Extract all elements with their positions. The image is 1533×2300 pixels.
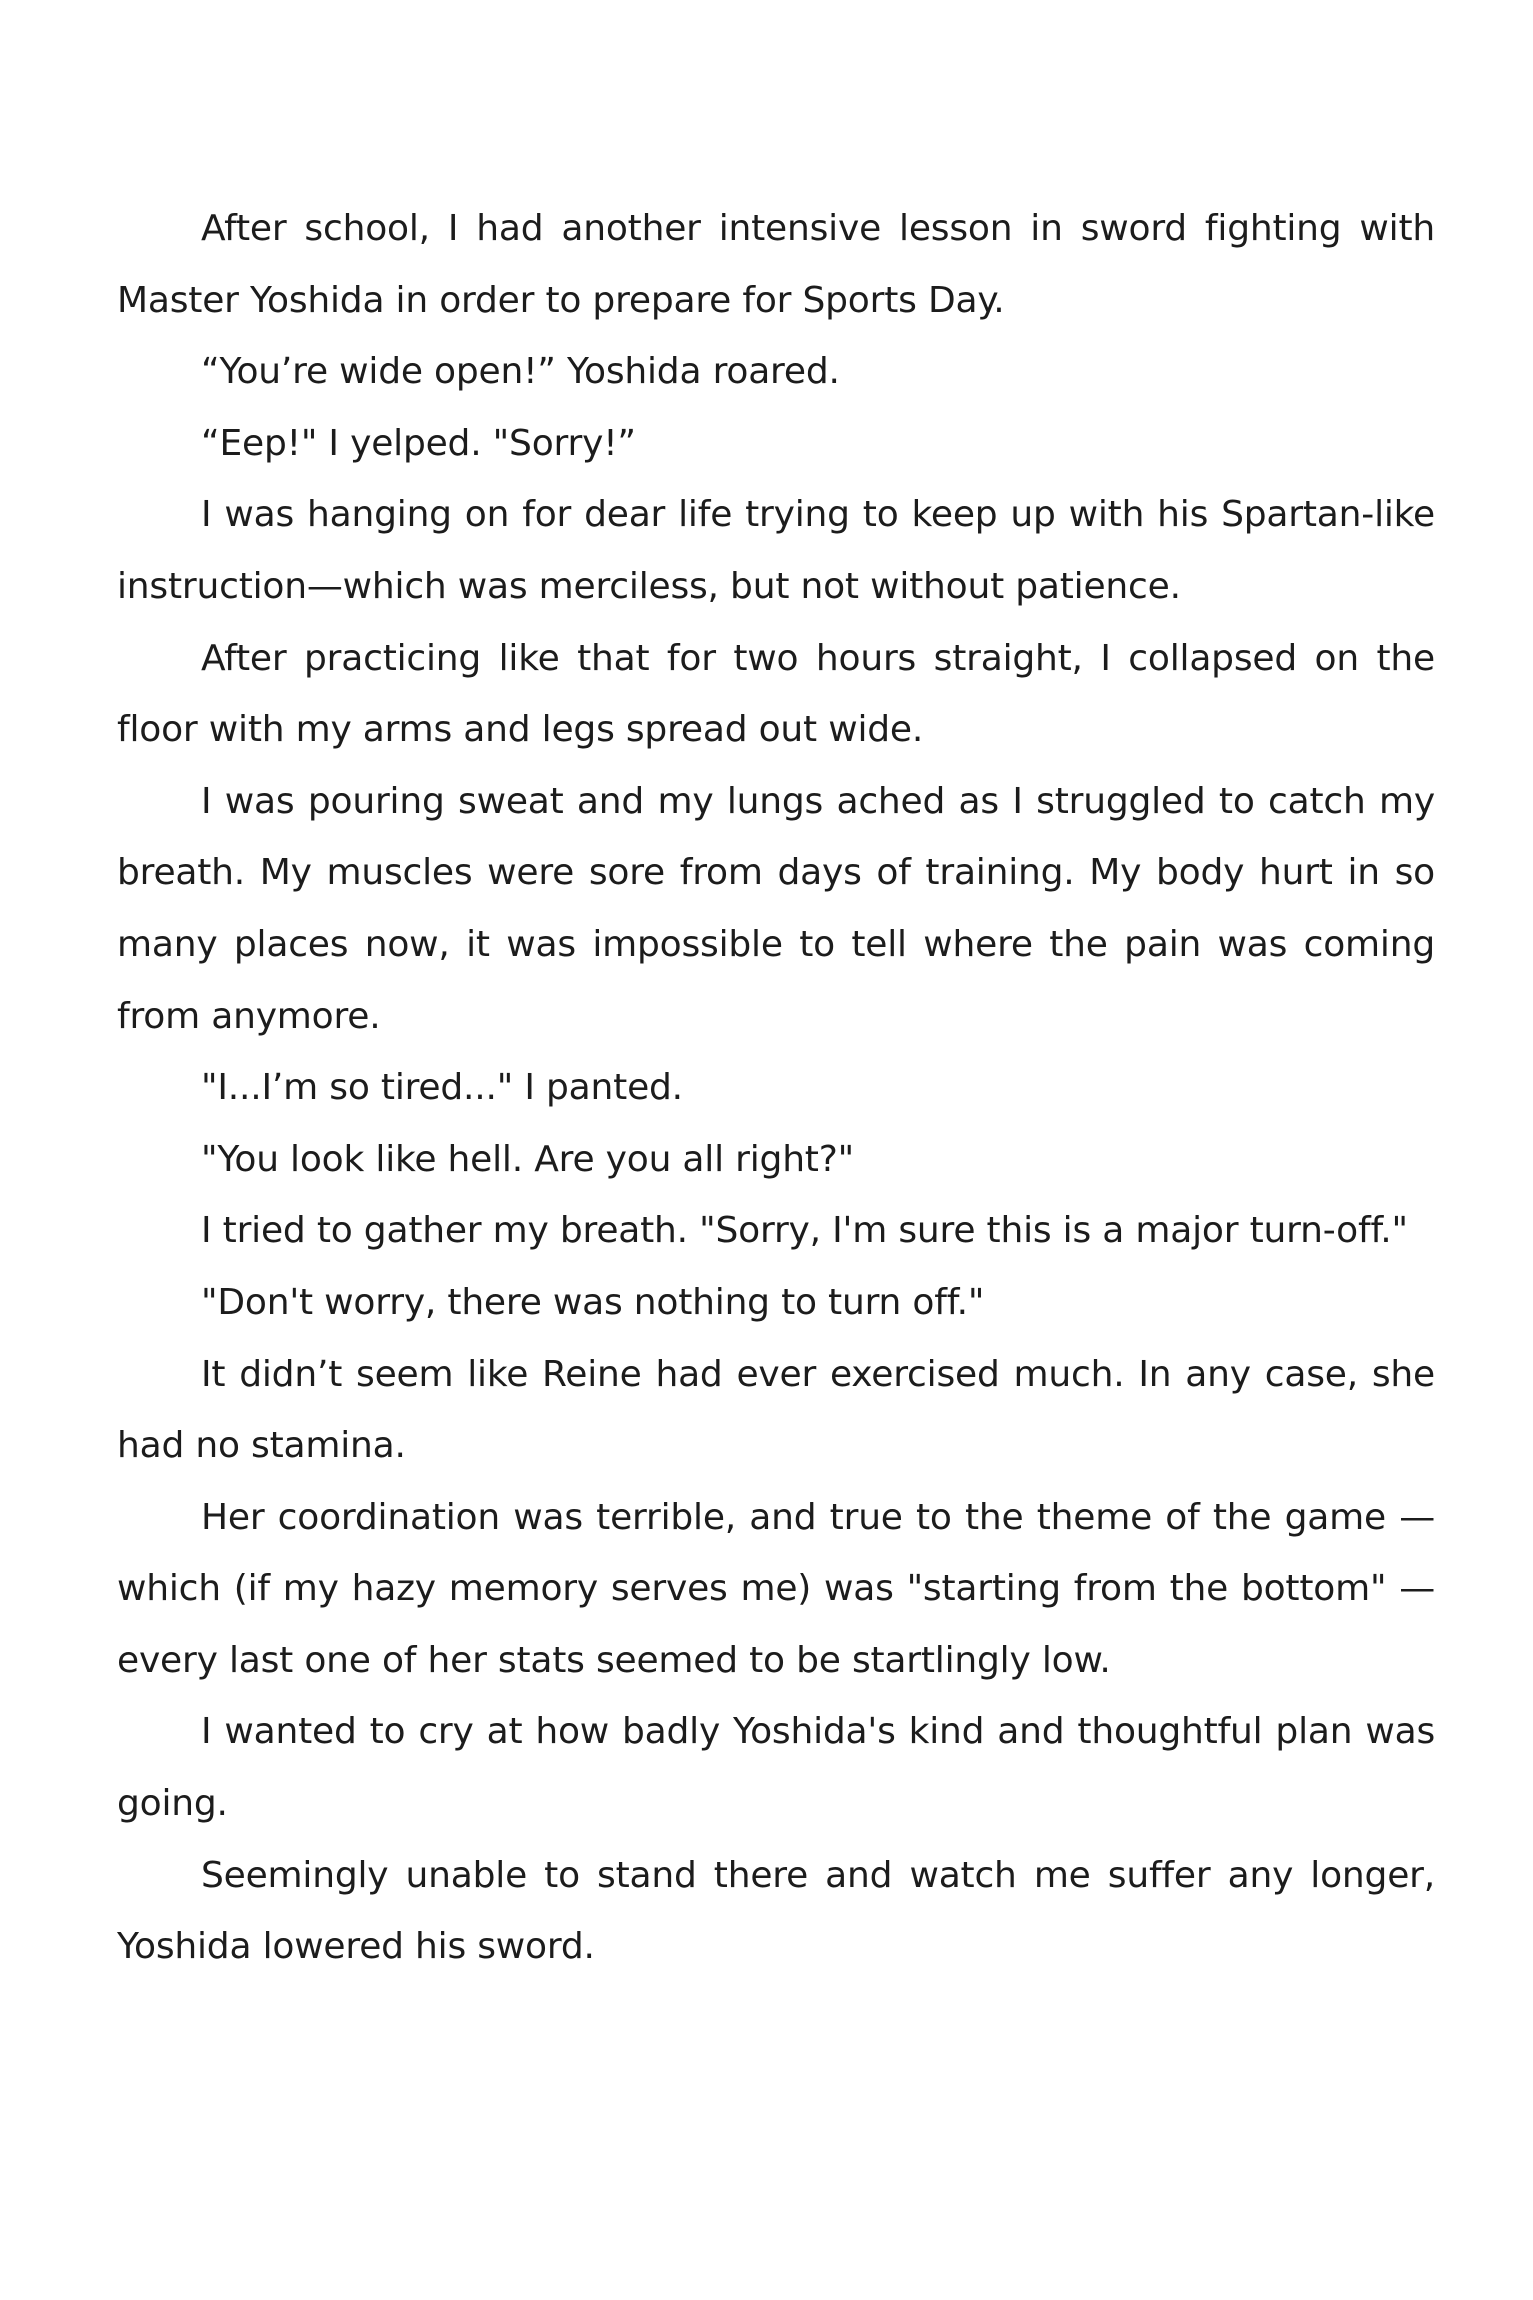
paragraph: “You’re wide open!” Yoshida roared. (201, 351, 840, 393)
paragraph: Her coordination was terrible, and true to the theme of the game — which (if my hazy memory serves me) was "starting from the bottom" — every last one of her stats seemed to be startlingly low. (117, 1496, 1435, 1681)
paragraph: "Don't worry, there was nothing to turn off." (201, 1281, 985, 1323)
paragraph: After school, I had another intensive lesson in sword fighting with Master Yoshida in order to prepare for Sports Day. (117, 208, 1435, 321)
paragraph: “Eep!" I yelped. "Sorry!” (201, 422, 636, 464)
paragraph: It didn’t seem like Reine had ever exercised much. In any case, she had no stamina. (117, 1353, 1435, 1467)
body-text (117, 193, 1435, 1983)
paragraph: I tried to gather my breath. "Sorry, I'm sure this is a major turn-off." (201, 1210, 1408, 1252)
paragraph: Seemingly unable to stand there and watch me suffer any longer, Yoshida lowered his sword. (117, 1854, 1435, 1968)
paragraph: "I...I’m so tired..." I panted. (201, 1067, 683, 1109)
paragraph: "You look like hell. Are you all right?" (201, 1138, 854, 1180)
paragraph: I was pouring sweat and my lungs ached as I struggled to catch my breath. My muscles were sore from days of training. My body hurt in so many places now, it was impossible to tell where the pain was coming from anymore. (117, 780, 1435, 1037)
paragraph: I was hanging on for dear life trying to keep up with his Spartan-like instruction—which was merciless, but not without patience. (117, 494, 1435, 607)
paragraph: After practicing like that for two hours straight, I collapsed on the floor with my arms and legs spread out wide. (117, 637, 1435, 751)
paragraph: I wanted to cry at how badly Yoshida's kind and thoughtful plan was going. (117, 1711, 1435, 1825)
